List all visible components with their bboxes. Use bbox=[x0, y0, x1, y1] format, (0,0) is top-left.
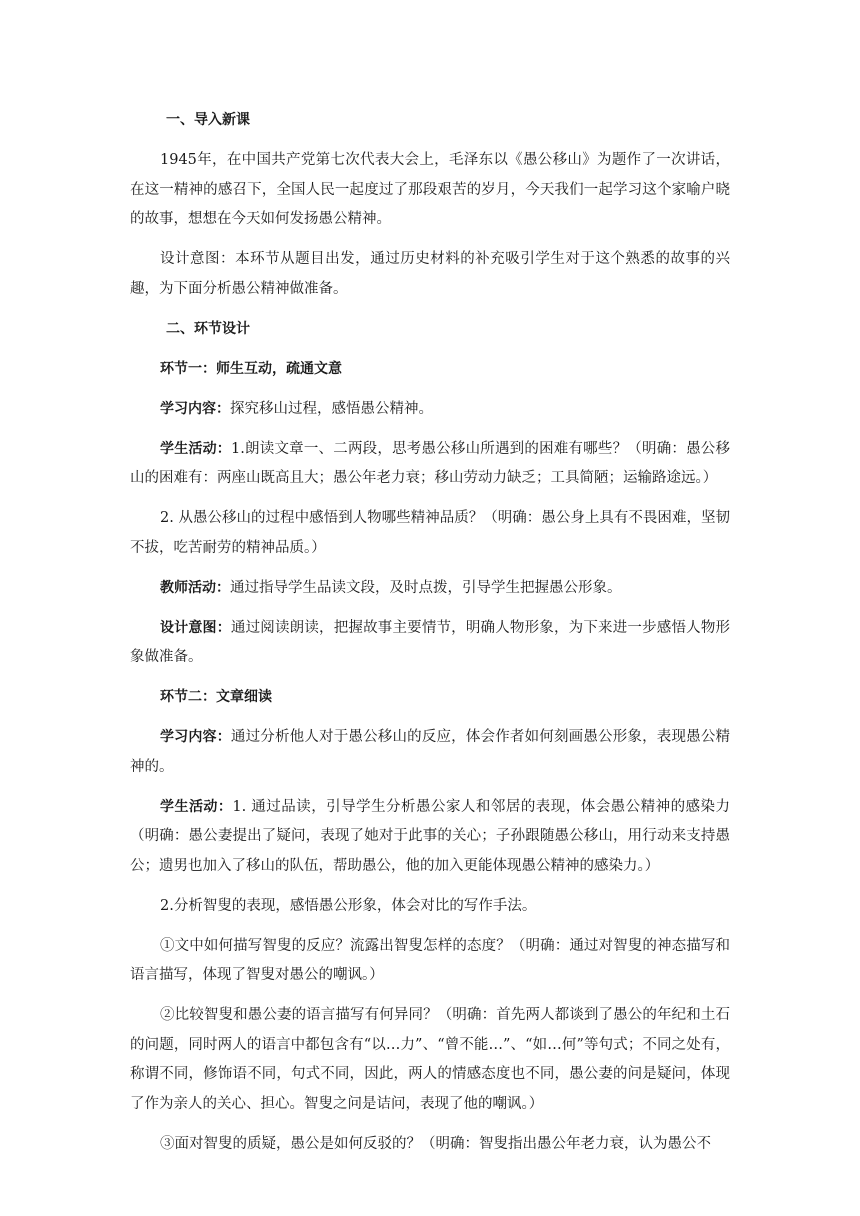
teacher-label: 教师活动： bbox=[160, 579, 230, 596]
section-heading-design: 二、环节设计 bbox=[166, 320, 250, 337]
teacher-text: 通过指导学生品读文段，及时点拨，引导学生把握愚公形象。 bbox=[230, 579, 622, 596]
link1-study-content bbox=[130, 395, 730, 425]
link1-student-activity-2: 2. 从愚公移山的过程中感悟到人物哪些精神品质？（明确：愚公身上具有不畏困难，坚韧不拔，吃苦耐劳的精神品质。） bbox=[130, 510, 730, 556]
link2-question-1: ①文中如何描写智叟的反应？流露出智叟怎样的态度？（明确：通过对智叟的神态描写和语言描写，体现了智叟对愚公的嘲讽。） bbox=[130, 937, 730, 983]
link2-question-3: ③面对智叟的质疑，愚公是如何反驳的？（明确：智叟指出愚公年老力衰，认为愚公不 bbox=[160, 1135, 711, 1152]
student-label: 学生活动： bbox=[160, 798, 233, 815]
study-text: 通过分析他人对于愚公移山的反应，体会作者如何刻画愚公形象，表现愚公精神的。 bbox=[130, 729, 730, 775]
link1-title: 环节一：师生互动，疏通文意 bbox=[160, 360, 342, 377]
intent-label: 设计意图： bbox=[160, 619, 231, 636]
student-label: 学生活动： bbox=[160, 440, 232, 457]
link2-question-2: ②比较智叟和愚公妻的语言描写有何异同？（明确：首先两人都谈到了愚公的年纪和土石的问题，同时两人的语言中都包含有“以…力”、“曾不能…”、“如…何”等句式；不同之处有，称谓不同，修饰语不同，句式不同，因此，两人的情感态度也不同，愚公妻的问是疑问，体现了作为亲人的关心、担心。智叟之问是诘问，表现了他的嘲讽。） bbox=[130, 1007, 730, 1112]
intent-text: 通过阅读朗读，把握故事主要情节，明确人物形象，为下来进一步感悟人物形象做准备。 bbox=[130, 619, 730, 665]
section-heading-intro: 一、导入新课 bbox=[166, 112, 250, 128]
link2-title: 环节二：文章细读 bbox=[160, 689, 272, 705]
link1-design-intent bbox=[130, 614, 730, 673]
link2-point-2: 2.分析智叟的表现，感悟愚公形象，体会对比的写作手法。 bbox=[160, 897, 537, 914]
link1-student-activity bbox=[130, 435, 730, 494]
intro-design-intent: 设计意图：本环节从题目出发，通过历史材料的补充吸引学生对于这个熟悉的故事的兴趣，为下面分析愚公精神做准备。 bbox=[130, 251, 730, 297]
student-text: 1. 通过品读，引导学生分析愚公家人和邻居的表现，体会愚公精神的感染力（明确：愚公妻提出了疑问，表现了她对于此事的关心；子孙跟随愚公移山，用行动来支持愚公；遗男也加入了移山的队伍，帮助愚公，他的加入更能体现愚公精神的感染力。） bbox=[130, 798, 730, 874]
intro-paragraph: 1945年，在中国共产党第七次代表大会上，毛泽东以《愚公移山》为题作了一次讲话，在这一精神的感召下，全国人民一起度过了那段艰苦的岁月，今天我们一起学习这个家喻户晓的故事，想想在今天如何发扬愚公精神。 bbox=[130, 152, 730, 227]
link2-study-content bbox=[130, 723, 730, 782]
student-text: 1.朗读文章一、二两段，思考愚公移山所遇到的困难有哪些？（明确：愚公移山的困难有：两座山既高且大；愚公年老力衰；移山劳动力缺乏；工具简陋；运输路途远。） bbox=[130, 440, 730, 486]
link1-teacher-activity bbox=[130, 574, 730, 604]
link2-student-activity bbox=[130, 793, 730, 882]
study-text: 探究移山过程，感悟愚公精神。 bbox=[230, 400, 433, 417]
study-label: 学习内容： bbox=[160, 400, 230, 417]
study-label: 学习内容： bbox=[160, 729, 231, 745]
document-body bbox=[130, 106, 730, 1170]
